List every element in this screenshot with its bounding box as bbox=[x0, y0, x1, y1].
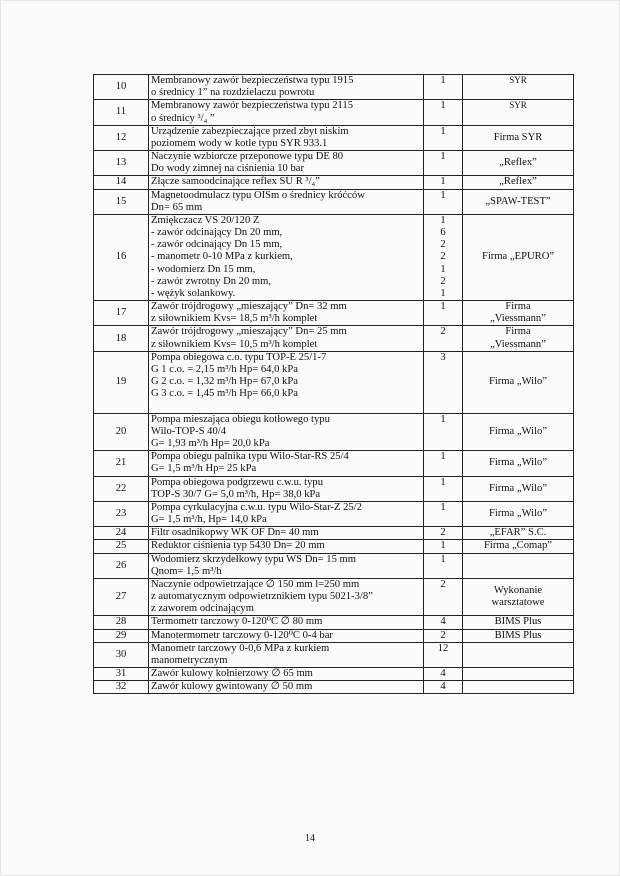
quantity-cell bbox=[424, 642, 463, 667]
supplier-cell bbox=[463, 351, 574, 413]
description-line: Wodomierz skrzydełkowy typu WS Dn= 15 mm bbox=[151, 553, 357, 565]
description-line: Membranowy zawór bezpieczeństwa typu 1915 bbox=[151, 75, 354, 86]
supplier-cell bbox=[463, 214, 574, 300]
quantity-cell bbox=[424, 151, 463, 176]
description-line: Zawór kulowy kołnierzowy ∅ 65 mm bbox=[151, 668, 313, 680]
table-row bbox=[94, 616, 574, 629]
description-cell bbox=[149, 75, 424, 100]
description-line: G= 1,5 m³/h, Hp= 14,0 kPa bbox=[151, 514, 267, 526]
description-line: Membranowy zawór bezpieczeństwa typu 2115 bbox=[151, 100, 353, 112]
description-line: Manotermometr tarczowy 0-120⁰C 0-4 bar bbox=[151, 629, 333, 641]
supplier-line: „EFAR” S.C. bbox=[489, 527, 547, 539]
description-cell bbox=[149, 151, 424, 176]
supplier-cell bbox=[463, 681, 574, 694]
table-row bbox=[94, 578, 574, 616]
row-number-cell: 18 bbox=[94, 326, 149, 351]
supplier-cell bbox=[463, 476, 574, 501]
description-cell bbox=[149, 578, 424, 616]
description-cell bbox=[149, 476, 424, 501]
quantity-value: 4 bbox=[440, 681, 446, 693]
description-line: z automatycznym odpowietrznikiem typu 5021-3/8” bbox=[151, 591, 373, 603]
quantity-cell bbox=[424, 553, 463, 578]
table-row bbox=[94, 629, 574, 642]
quantity-value: 6 bbox=[440, 227, 446, 239]
supplier-cell bbox=[463, 151, 574, 176]
quantity-value: 1 bbox=[440, 413, 446, 425]
description-line: Dn= 65 mm bbox=[151, 201, 203, 213]
supplier-line: Firma bbox=[505, 326, 531, 338]
row-number-cell: 16 bbox=[94, 214, 149, 300]
row-number-cell: 23 bbox=[94, 501, 149, 526]
description-cell bbox=[149, 553, 424, 578]
table-row bbox=[94, 326, 574, 351]
table-row bbox=[94, 100, 574, 125]
quantity-value: 2 bbox=[440, 527, 446, 539]
supplier-cell bbox=[463, 176, 574, 189]
quantity-cell bbox=[424, 189, 463, 214]
row-number-cell: 29 bbox=[94, 629, 149, 642]
row-number-cell: 28 bbox=[94, 616, 149, 629]
description-line: Zawór trójdrogowy „mieszający” Dn= 32 mm bbox=[151, 301, 347, 313]
supplier-cell bbox=[463, 75, 574, 100]
supplier-cell bbox=[463, 668, 574, 681]
description-line: z siłownikiem Kvs= 10,5 m³/h komplet bbox=[151, 338, 318, 350]
supplier-cell bbox=[463, 125, 574, 150]
description-line: Zawór trójdrogowy „mieszający” Dn= 25 mm bbox=[151, 326, 347, 338]
quantity-cell bbox=[424, 616, 463, 629]
description-line: TOP-S 30/7 G= 5,0 m³/h, Hp= 38,0 kPa bbox=[151, 488, 321, 500]
quantity-value: 4 bbox=[440, 616, 446, 628]
description-cell bbox=[149, 451, 424, 476]
supplier-line: SYR bbox=[509, 75, 527, 85]
quantity-value: 1 bbox=[440, 263, 446, 275]
quantity-cell bbox=[424, 125, 463, 150]
quantity-value: 2 bbox=[440, 239, 446, 251]
quantity-value: 2 bbox=[440, 326, 446, 338]
table-row bbox=[94, 668, 574, 681]
quantity-cell bbox=[424, 214, 463, 300]
description-cell bbox=[149, 501, 424, 526]
supplier-line: Wykonanie bbox=[493, 584, 543, 596]
supplier-line: „Reflex” bbox=[499, 176, 537, 188]
description-cell bbox=[149, 326, 424, 351]
table-row bbox=[94, 301, 574, 326]
description-line: G 2 c.o. = 1,32 m³/h Hp= 67,0 kPa bbox=[151, 376, 298, 388]
description-cell bbox=[149, 214, 424, 300]
supplier-cell bbox=[463, 642, 574, 667]
quantity-value: 1 bbox=[440, 476, 446, 488]
quantity-value: 1 bbox=[440, 287, 446, 299]
quantity-cell bbox=[424, 176, 463, 189]
description-line: Qnom= 1,5 m³/h bbox=[151, 565, 222, 577]
row-number-cell: 12 bbox=[94, 125, 149, 150]
supplier-cell bbox=[463, 301, 574, 326]
quantity-cell bbox=[424, 476, 463, 501]
row-number-cell: 20 bbox=[94, 413, 149, 451]
quantity-value: 1 bbox=[440, 553, 446, 565]
row-number-cell: 17 bbox=[94, 301, 149, 326]
table-row bbox=[94, 351, 574, 413]
supplier-line: BIMS Plus bbox=[494, 616, 542, 628]
quantity-cell bbox=[424, 326, 463, 351]
description-cell bbox=[149, 189, 424, 214]
description-line: - wężyk solankowy. bbox=[151, 287, 236, 299]
description-line: z zaworem odcinającym bbox=[151, 603, 254, 615]
description-cell bbox=[149, 668, 424, 681]
supplier-line: „Reflex” bbox=[499, 157, 537, 169]
row-number-cell: 15 bbox=[94, 189, 149, 214]
supplier-cell bbox=[463, 100, 574, 125]
description-line: poziomem wody w kotle typu SYR 933.1 bbox=[151, 137, 328, 149]
table-row bbox=[94, 451, 574, 476]
table-row bbox=[94, 476, 574, 501]
quantity-value: 4 bbox=[440, 668, 446, 680]
description-cell bbox=[149, 629, 424, 642]
row-number-cell: 24 bbox=[94, 527, 149, 540]
quantity-value: 1 bbox=[440, 75, 446, 86]
description-line: G 3 c.o. = 1,45 m³/h Hp= 66,0 kPa bbox=[151, 388, 298, 400]
table-row bbox=[94, 75, 574, 100]
row-number-cell: 22 bbox=[94, 476, 149, 501]
row-number-cell: 21 bbox=[94, 451, 149, 476]
description-line: Pompa obiegu palnika typu Wilo-Star-RS 25/4 bbox=[151, 451, 349, 463]
quantity-value: 2 bbox=[440, 251, 446, 263]
supplier-cell bbox=[463, 189, 574, 214]
supplier-line: Firma SYR bbox=[493, 131, 543, 143]
row-number-cell: 14 bbox=[94, 176, 149, 189]
description-line bbox=[151, 400, 421, 412]
table-row bbox=[94, 189, 574, 214]
description-line: - zawór zwrotny Dn 20 mm, bbox=[151, 275, 272, 287]
quantity-cell bbox=[424, 578, 463, 616]
row-number-cell: 30 bbox=[94, 642, 149, 667]
table-row bbox=[94, 125, 574, 150]
supplier-cell bbox=[463, 501, 574, 526]
quantity-cell bbox=[424, 527, 463, 540]
supplier-cell bbox=[463, 540, 574, 553]
table-row bbox=[94, 151, 574, 176]
supplier-line: Firma „Wilo” bbox=[488, 482, 548, 494]
description-line: Magnetoodmulacz typu OISm o średnicy króćców bbox=[151, 189, 365, 201]
table-row bbox=[94, 413, 574, 451]
description-cell bbox=[149, 681, 424, 694]
page-number: 14 bbox=[305, 833, 315, 844]
quantity-cell bbox=[424, 100, 463, 125]
row-number-cell: 26 bbox=[94, 553, 149, 578]
quantity-cell bbox=[424, 351, 463, 413]
quantity-value: 1 bbox=[440, 540, 446, 552]
supplier-line: Firma „Wilo” bbox=[488, 376, 548, 388]
supplier-cell bbox=[463, 578, 574, 616]
description-cell bbox=[149, 176, 424, 189]
quantity-cell bbox=[424, 629, 463, 642]
description-line: Pompa obiegowa c.o. typu TOP-E 25/1-7 bbox=[151, 351, 327, 363]
quantity-value: 1 bbox=[440, 151, 446, 163]
row-number-cell: 11 bbox=[94, 100, 149, 125]
supplier-line: „SPAW-TEST” bbox=[485, 195, 551, 207]
description-cell bbox=[149, 301, 424, 326]
description-line: Manometr tarczowy 0-0,6 MPa z kurkiem bbox=[151, 642, 330, 654]
row-number-cell: 19 bbox=[94, 351, 149, 413]
supplier-line: „Viessmann” bbox=[490, 313, 546, 325]
table-row bbox=[94, 553, 574, 578]
quantity-cell bbox=[424, 75, 463, 100]
quantity-value: 1 bbox=[440, 189, 446, 201]
table-row bbox=[94, 540, 574, 553]
supplier-cell bbox=[463, 451, 574, 476]
table-row bbox=[94, 214, 574, 300]
description-line: Złącze samoodcinające reflex SU R ³/₄” bbox=[151, 176, 320, 188]
description-line: G= 1,93 m³/h Hp= 20,0 kPa bbox=[151, 437, 270, 449]
row-number-cell: 13 bbox=[94, 151, 149, 176]
supplier-cell bbox=[463, 413, 574, 451]
description-cell bbox=[149, 100, 424, 125]
description-line: z siłownikiem Kvs= 18,5 m³/h komplet bbox=[151, 313, 318, 325]
description-line: Pompa mieszająca obiegu kotłowego typu bbox=[151, 413, 330, 425]
description-line: Wilo-TOP-S 40/4 bbox=[151, 425, 227, 437]
description-line: - wodomierz Dn 15 mm, bbox=[151, 263, 256, 275]
table-row bbox=[94, 642, 574, 667]
description-cell bbox=[149, 125, 424, 150]
description-line: o średnicy ³/₄ ” bbox=[151, 112, 215, 124]
quantity-value: 1 bbox=[440, 301, 446, 313]
quantity-value: 12 bbox=[437, 642, 449, 654]
quantity-value: 1 bbox=[440, 501, 446, 513]
quantity-value: 2 bbox=[440, 275, 446, 287]
quantity-cell bbox=[424, 668, 463, 681]
description-line: Do wody zimnej na ciśnienia 10 bar bbox=[151, 163, 304, 175]
description-line: - zawór odcinający Dn 20 mm, bbox=[151, 227, 283, 239]
description-cell bbox=[149, 351, 424, 413]
supplier-line: Firma „Comap” bbox=[484, 540, 552, 552]
supplier-cell bbox=[463, 326, 574, 351]
equipment-table-body bbox=[94, 75, 574, 694]
supplier-cell bbox=[463, 616, 574, 629]
description-line: G= 1,5 m³/h Hp= 25 kPa bbox=[151, 463, 257, 475]
supplier-cell bbox=[463, 629, 574, 642]
table-row bbox=[94, 527, 574, 540]
quantity-value: 1 bbox=[440, 100, 446, 112]
description-cell bbox=[149, 642, 424, 667]
supplier-line: Firma bbox=[505, 301, 531, 313]
supplier-line: Firma „Wilo” bbox=[488, 425, 548, 437]
table-row bbox=[94, 176, 574, 189]
supplier-line: Firma „EPURO” bbox=[481, 251, 555, 263]
quantity-cell bbox=[424, 301, 463, 326]
quantity-value: 3 bbox=[440, 351, 446, 363]
quantity-cell bbox=[424, 681, 463, 694]
supplier-line: Firma „Wilo” bbox=[488, 457, 548, 469]
supplier-line: SYR bbox=[509, 100, 527, 111]
description-line: G 1 c.o. = 2,15 m³/h Hp= 64,0 kPa bbox=[151, 363, 298, 375]
supplier-line: „Viessmann” bbox=[490, 338, 546, 350]
supplier-line: BIMS Plus bbox=[494, 629, 542, 641]
description-line: Naczynie wzbiorcze przeponowe typu DE 80 bbox=[151, 151, 344, 163]
quantity-cell bbox=[424, 540, 463, 553]
description-line: - manometr 0-10 MPa z kurkiem, bbox=[151, 251, 293, 263]
supplier-line: Firma „Wilo” bbox=[488, 507, 548, 519]
row-number-cell: 32 bbox=[94, 681, 149, 694]
description-line: Zmiękczacz VS 20/120 Z bbox=[151, 214, 260, 226]
supplier-line: warsztatowe bbox=[491, 597, 545, 609]
quantity-value: 1 bbox=[440, 451, 446, 463]
row-number-cell: 27 bbox=[94, 578, 149, 616]
quantity-value: 1 bbox=[440, 125, 446, 137]
table-row bbox=[94, 501, 574, 526]
quantity-cell bbox=[424, 501, 463, 526]
description-line: manometrycznym bbox=[151, 654, 228, 666]
description-cell bbox=[149, 616, 424, 629]
description-line: Urządzenie zabezpieczające przed zbyt niskim bbox=[151, 125, 349, 137]
row-number-cell: 31 bbox=[94, 668, 149, 681]
description-line: - zawór odcinający Dn 15 mm, bbox=[151, 239, 283, 251]
description-line: Termometr tarczowy 0-120⁰C ∅ 80 mm bbox=[151, 616, 323, 628]
table-row bbox=[94, 681, 574, 694]
description-cell bbox=[149, 413, 424, 451]
quantity-value: 1 bbox=[440, 176, 446, 188]
description-line: Pompa cyrkulacyjna c.w.u. typu Wilo-Star-Z 25/2 bbox=[151, 501, 362, 513]
description-line: Reduktor ciśnienia typ 5430 Dn= 20 mm bbox=[151, 540, 325, 552]
description-cell bbox=[149, 527, 424, 540]
description-line: o średnicy 1” na rozdzielaczu powrotu bbox=[151, 87, 315, 99]
equipment-table bbox=[93, 74, 574, 694]
quantity-value: 2 bbox=[440, 629, 446, 641]
description-line: Pompa obiegowa podgrzewu c.w.u. typu bbox=[151, 476, 324, 488]
description-line: Naczynie odpowietrzające ∅ 150 mm l=250 mm bbox=[151, 578, 360, 590]
quantity-value: 1 bbox=[440, 214, 446, 226]
description-line: Zawór kulowy gwintowany ∅ 50 mm bbox=[151, 681, 313, 693]
description-line: Filtr osadnikopwy WK OF Dn= 40 mm bbox=[151, 527, 319, 539]
row-number-cell: 10 bbox=[94, 75, 149, 100]
description-cell bbox=[149, 540, 424, 553]
quantity-cell bbox=[424, 413, 463, 451]
quantity-cell bbox=[424, 451, 463, 476]
supplier-cell bbox=[463, 527, 574, 540]
quantity-value: 2 bbox=[440, 578, 446, 590]
row-number-cell: 25 bbox=[94, 540, 149, 553]
supplier-cell bbox=[463, 553, 574, 578]
